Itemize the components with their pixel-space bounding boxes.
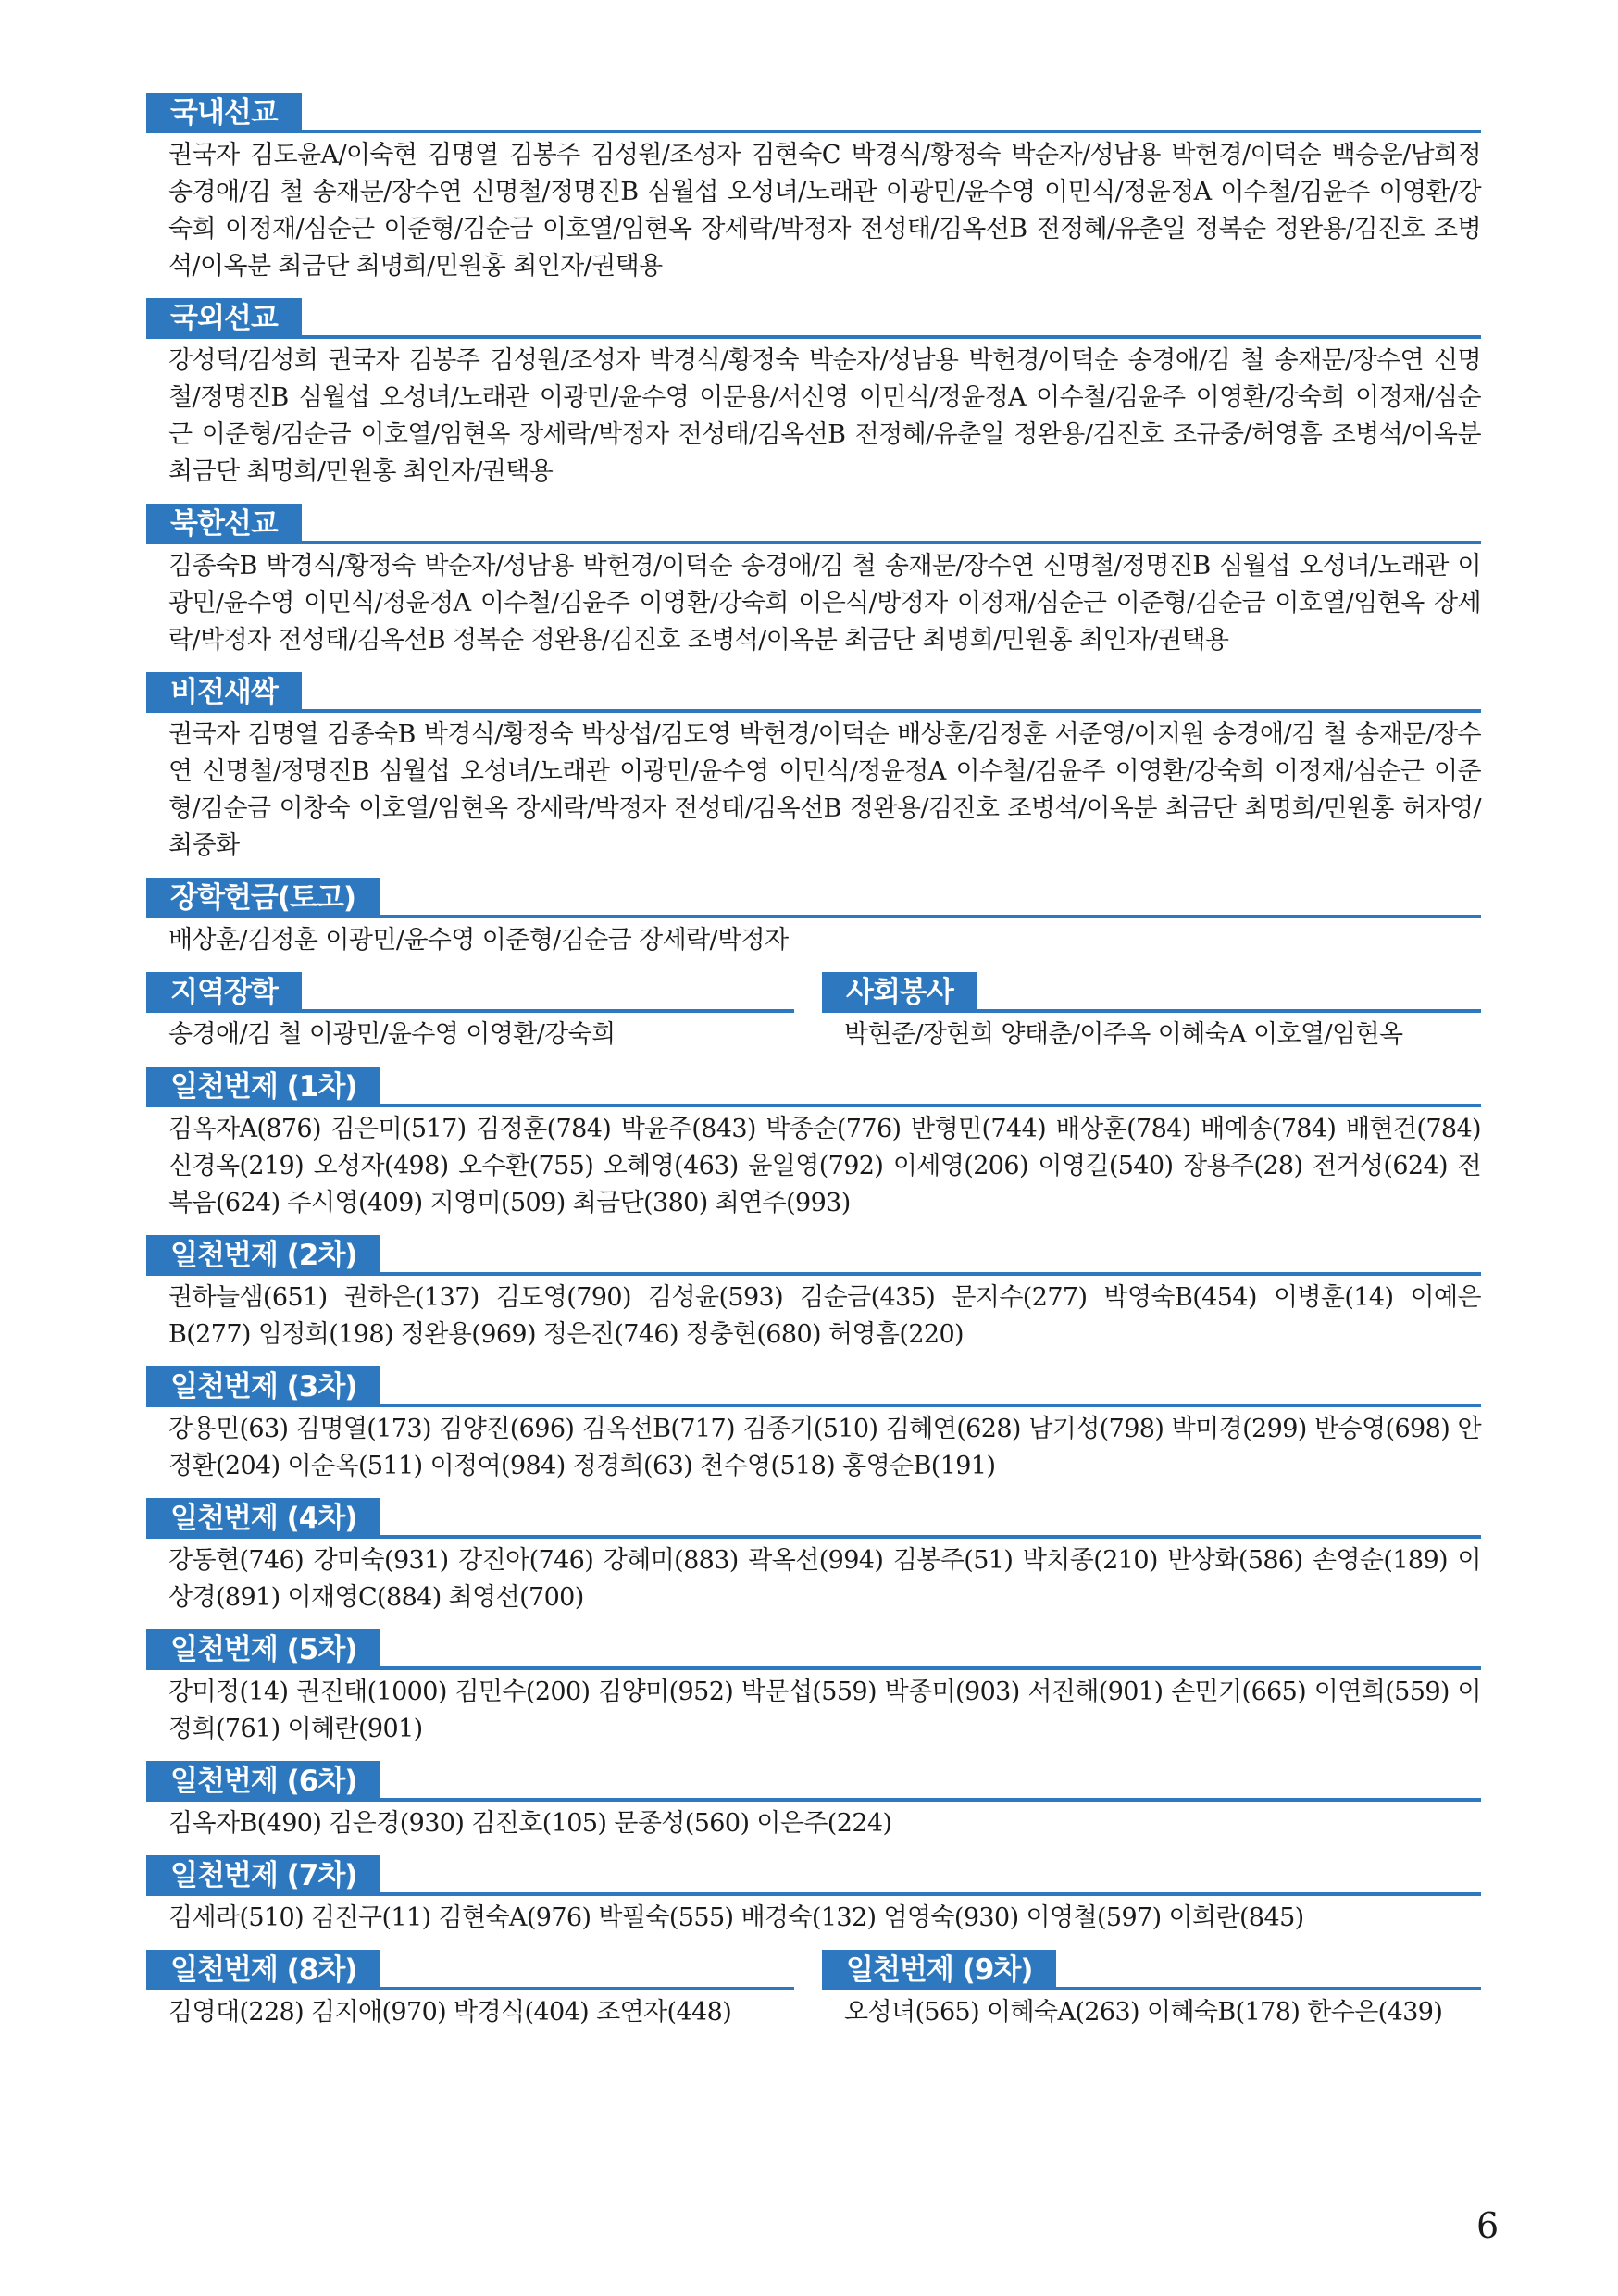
section-header xyxy=(822,1950,1481,1990)
section-rule xyxy=(302,541,1481,544)
section-names: 김세라(510) 김진구(11) 김현숙A(976) 박필숙(555) 배경숙(132) 엄영숙(930) 이영철(597) 이희란(845) xyxy=(168,1903,1304,1932)
section-label: 일천번제 (3차) xyxy=(146,1366,380,1407)
section-label: 일천번제 (7차) xyxy=(146,1855,380,1896)
section-rule xyxy=(380,1535,1481,1539)
section-label: 사회봉사 xyxy=(822,972,977,1013)
section-names: 권국자 김명열 김종숙B 박경식/황정숙 박상섭/김도영 박헌경/이덕순 배상훈/김정훈 서준영/이지원 송경애/김 철 송재문/장수연 신명철/정명진B 심월섭 오성녀/노래관 이광민/윤수영 이민식/정윤정A 이수철/김윤주 이영환/강숙희 이정재/심순근 이준형/김순금 이창숙 이호열/임현옥 장세락/박정자 전성태/김옥선B 정완용/김진호 조병석/이옥분 최금단 최명희/민원홍 허자영/최중화 xyxy=(168,720,1481,860)
section-overseas-mission xyxy=(146,298,1481,491)
section-names: 권하늘샘(651) 권하은(137) 김도영(790) 김성윤(593) 김순금(435) 문지수(277) 박영숙B(454) 이병훈(14) 이예은B(277) 임정희(198) 정완용(969) 정은진(746) 정충현(680) 허영흠(220) xyxy=(168,1283,1481,1349)
section-rule xyxy=(977,1009,1481,1013)
section-names: 오성녀(565) 이혜숙A(263) 이혜숙B(178) 한수은(439) xyxy=(844,1998,1443,2027)
section-rule xyxy=(380,1404,1481,1407)
section-rule xyxy=(302,1009,794,1013)
section-names: 김영대(228) 김지애(970) 박경식(404) 조연자(448) xyxy=(168,1998,732,2027)
section-label: 일천번제 (9차) xyxy=(822,1950,1056,1990)
section-burnt-offering-9 xyxy=(822,1950,1481,2031)
section-label: 일천번제 (6차) xyxy=(146,1761,380,1802)
section-rule xyxy=(380,1798,1481,1802)
section-burnt-offering-2 xyxy=(146,1235,1481,1354)
section-rule xyxy=(380,1892,1481,1896)
section-rule xyxy=(380,1987,794,1990)
section-names: 강미정(14) 권진태(1000) 김민수(200) 김양미(952) 박문섭(559) 박종미(903) 서진해(901) 손민기(665) 이연희(559) 이정희(761) 이혜란(901) xyxy=(168,1678,1481,1743)
section-names: 김종숙B 박경식/황정숙 박순자/성남용 박헌경/이덕순 송경애/김 철 송재문/장수연 신명철/정명진B 심월섭 오성녀/노래관 이광민/윤수영 이민식/정윤정A 이수철/김윤주 이영환/강숙희 이은식/방정자 이정재/심순근 이준형/김순금 이호열/임현옥 장세락/박정자 전성태/김옥선B 정복순 정완용/김진호 조병석/이옥분 최금단 최명희/민원홍 최인자/권택용 xyxy=(168,552,1481,655)
section-label: 일천번제 (2차) xyxy=(146,1235,380,1276)
section-header xyxy=(146,1366,1481,1407)
section-header xyxy=(146,1950,794,1990)
section-rule xyxy=(380,1666,1481,1670)
section-rule xyxy=(380,1272,1481,1276)
section-header xyxy=(146,672,1481,713)
section-rule xyxy=(302,709,1481,713)
section-vision xyxy=(146,672,1481,865)
section-scholarship xyxy=(146,878,1481,959)
section-label: 장학헌금(토고) xyxy=(146,878,380,918)
section-rule xyxy=(1056,1987,1481,1990)
section-header xyxy=(146,93,1481,133)
section-burnt-offering-3 xyxy=(146,1366,1481,1485)
section-header xyxy=(146,504,1481,544)
section-header xyxy=(146,1498,1481,1539)
section-names: 강성덕/김성희 권국자 김봉주 김성원/조성자 박경식/황정숙 박순자/성남용 박헌경/이덕순 송경애/김 철 송재문/장수연 신명철/정명진B 심월섭 오성녀/노래관 이광민/윤수영 이문용/서신영 이민식/정윤정A 이수철/김윤주 이영환/강숙희 이정재/심순근 이준형/김순금 이호열/임현옥 장세락/박정자 전성태/김옥선B 전정혜/유춘일 정완용/김진호 조규중/허영흠 조병석/이옥분 최금단 최명희/민원홍 최인자/권택용 xyxy=(168,346,1481,486)
section-rule xyxy=(380,915,1481,918)
section-header xyxy=(146,1067,1481,1107)
section-rule xyxy=(302,335,1481,339)
two-column-row xyxy=(146,1950,1481,2031)
section-burnt-offering-7 xyxy=(146,1855,1481,1937)
section-label: 북한선교 xyxy=(146,504,302,544)
section-burnt-offering-8 xyxy=(146,1950,794,2031)
section-label: 국외선교 xyxy=(146,298,302,339)
section-regional-scholarship xyxy=(146,972,794,1054)
section-rule xyxy=(302,130,1481,133)
section-names: 김옥자A(876) 김은미(517) 김정훈(784) 박윤주(843) 박종순(776) 반형민(744) 배상훈(784) 배예송(784) 배현건(784) 신경옥(219) 오성자(498) 오수환(755) 오혜영(463) 윤일영(792) 이세영(206) 이영길(540) 장용주(28) 전거성(624) 전복음(624) 주시영(409) 지영미(509) 최금단(380) 최연주(993) xyxy=(168,1115,1481,1217)
section-names: 강용민(63) 김명열(173) 김양진(696) 김옥선B(717) 김종기(510) 김혜연(628) 남기성(798) 박미경(299) 반승영(698) 안정환(204) 이순옥(511) 이정여(984) 정경희(63) 천수영(518) 홍영순B(191) xyxy=(168,1415,1481,1480)
two-column-row xyxy=(146,972,1481,1054)
offering-list-page xyxy=(146,93,1481,2044)
section-header xyxy=(146,1629,1481,1670)
section-social-service xyxy=(822,972,1481,1054)
section-header xyxy=(146,972,794,1013)
section-label: 일천번제 (5차) xyxy=(146,1629,380,1670)
section-label: 비전새싹 xyxy=(146,672,302,713)
section-burnt-offering-6 xyxy=(146,1761,1481,1842)
section-header xyxy=(146,1235,1481,1276)
section-header xyxy=(146,878,1481,918)
section-header xyxy=(822,972,1481,1013)
section-rule xyxy=(380,1104,1481,1107)
section-label: 지역장학 xyxy=(146,972,302,1013)
section-north-korea-mission xyxy=(146,504,1481,659)
section-names: 송경애/김 철 이광민/윤수영 이영환/강숙희 xyxy=(168,1020,616,1049)
section-burnt-offering-4 xyxy=(146,1498,1481,1616)
section-label: 일천번제 (1차) xyxy=(146,1067,380,1107)
section-names: 김옥자B(490) 김은경(930) 김진호(105) 문종성(560) 이은주(224) xyxy=(168,1809,892,1838)
section-burnt-offering-1 xyxy=(146,1067,1481,1222)
section-domestic-mission xyxy=(146,93,1481,285)
section-header xyxy=(146,1855,1481,1896)
section-header xyxy=(146,1761,1481,1802)
section-label: 국내선교 xyxy=(146,93,302,133)
section-names: 강동현(746) 강미숙(931) 강진아(746) 강혜미(883) 곽옥선(994) 김봉주(51) 박치종(210) 반상화(586) 손영순(189) 이상경(891) 이재영C(884) 최영선(700) xyxy=(168,1546,1481,1612)
section-label: 일천번제 (4차) xyxy=(146,1498,380,1539)
section-names: 배상훈/김정훈 이광민/윤수영 이준형/김순금 장세락/박정자 xyxy=(168,926,789,955)
section-burnt-offering-5 xyxy=(146,1629,1481,1748)
page-number: 6 xyxy=(1476,2205,1500,2246)
section-names: 권국자 김도윤A/이숙현 김명열 김봉주 김성원/조성자 김현숙C 박경식/황정숙 박순자/성남용 박헌경/이덕순 백승운/남희정 송경애/김 철 송재문/장수연 신명철/정명진B 심월섭 오성녀/노래관 이광민/윤수영 이민식/정윤정A 이수철/김윤주 이영환/강숙희 이정재/심순근 이준형/김순금 이호열/임현옥 장세락/박정자 전성태/김옥선B 전정혜/유춘일 정복순 정완용/김진호 조병석/이옥분 최금단 최명희/민원홍 최인자/권택용 xyxy=(168,141,1481,281)
section-names: 박현준/장현희 양태춘/이주옥 이혜숙A 이호열/임현옥 xyxy=(844,1020,1403,1049)
section-header xyxy=(146,298,1481,339)
section-label: 일천번제 (8차) xyxy=(146,1950,380,1990)
